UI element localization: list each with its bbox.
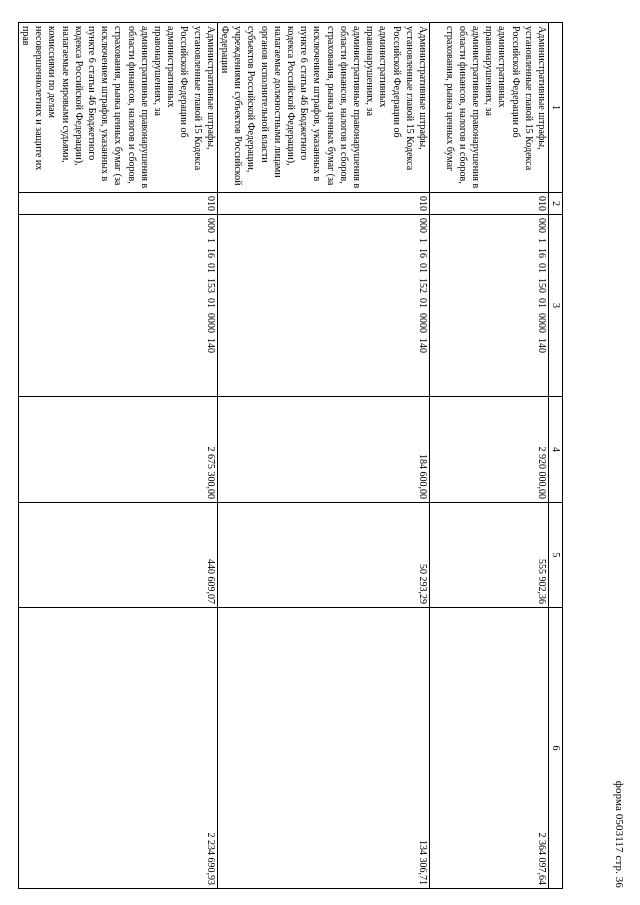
- approved-amount-cell: 2 675 300,00: [18, 397, 217, 503]
- line-code-cell: 010: [217, 193, 429, 215]
- report-page: [19, 12, 625, 892]
- column-number: 5: [549, 503, 563, 608]
- approved-amount-cell: 184 600,00: [217, 397, 429, 503]
- income-name-cell: Административные штрафы, установленные главой 15 Кодекса Российской Федерации об административных правонарушениях, за административные правонарушения в области финансов, налогов и сборов, страхования, рынка ценных бумаг (за исключением штрафов, указанных в пункте 6 статьи 46 Бюджетного кодекса Российской Федерации), налагаемые мировыми судьями, комиссиями по делам несовершеннолетних и защите их прав: [18, 23, 217, 193]
- budget-code-cell: 000 1 16 01 152 01 0000 140: [217, 215, 429, 397]
- column-number: 3: [549, 215, 563, 397]
- income-name-cell: Административные штрафы, установленные главой 15 Кодекса Российской Федерации об административных правонарушениях, за административные правонарушения в области финансов, налогов и сборов, страхования, рынка ценных бумаг (за исключением штрафов, указанных в пункте 6 статьи 46 Бюджетного кодекса Российской Федерации), налагаемые должностными лицами органов исполнительной власти субъектов Российской Федерации, учреждениями субъектов Российской Федерации: [217, 23, 429, 193]
- column-number: 1: [549, 23, 563, 193]
- income-name-cell: Административные штрафы, установленные главой 15 Кодекса Российской Федерации об административных правонарушениях, за административные правонарушения в области финансов, налогов и сборов, страхования, рынка ценных бумаг: [430, 23, 549, 193]
- report-table: [18, 22, 563, 889]
- column-number-row: [549, 23, 563, 889]
- table-row: [217, 23, 429, 889]
- column-number: 4: [549, 397, 563, 503]
- approved-amount-cell: 2 920 000,00: [430, 397, 549, 503]
- budget-code-cell: 000 1 16 01 150 01 0000 140: [430, 215, 549, 397]
- form-label: форма 0503117 стр. 36: [613, 780, 625, 888]
- executed-amount-cell: 50 293,29: [217, 503, 429, 608]
- budget-code-cell: 000 1 16 01 153 01 0000 140: [18, 215, 217, 397]
- column-number: 2: [549, 193, 563, 215]
- line-code-cell: 010: [18, 193, 217, 215]
- unexecuted-amount-cell: 2 364 097,64: [430, 608, 549, 889]
- table-row: [430, 23, 549, 889]
- executed-amount-cell: 555 902,36: [430, 503, 549, 608]
- unexecuted-amount-cell: 2 234 690,93: [18, 608, 217, 889]
- executed-amount-cell: 440 609,07: [18, 503, 217, 608]
- line-code-cell: 010: [430, 193, 549, 215]
- table-row: [18, 23, 217, 889]
- column-number: 6: [549, 608, 563, 889]
- unexecuted-amount-cell: 134 306,71: [217, 608, 429, 889]
